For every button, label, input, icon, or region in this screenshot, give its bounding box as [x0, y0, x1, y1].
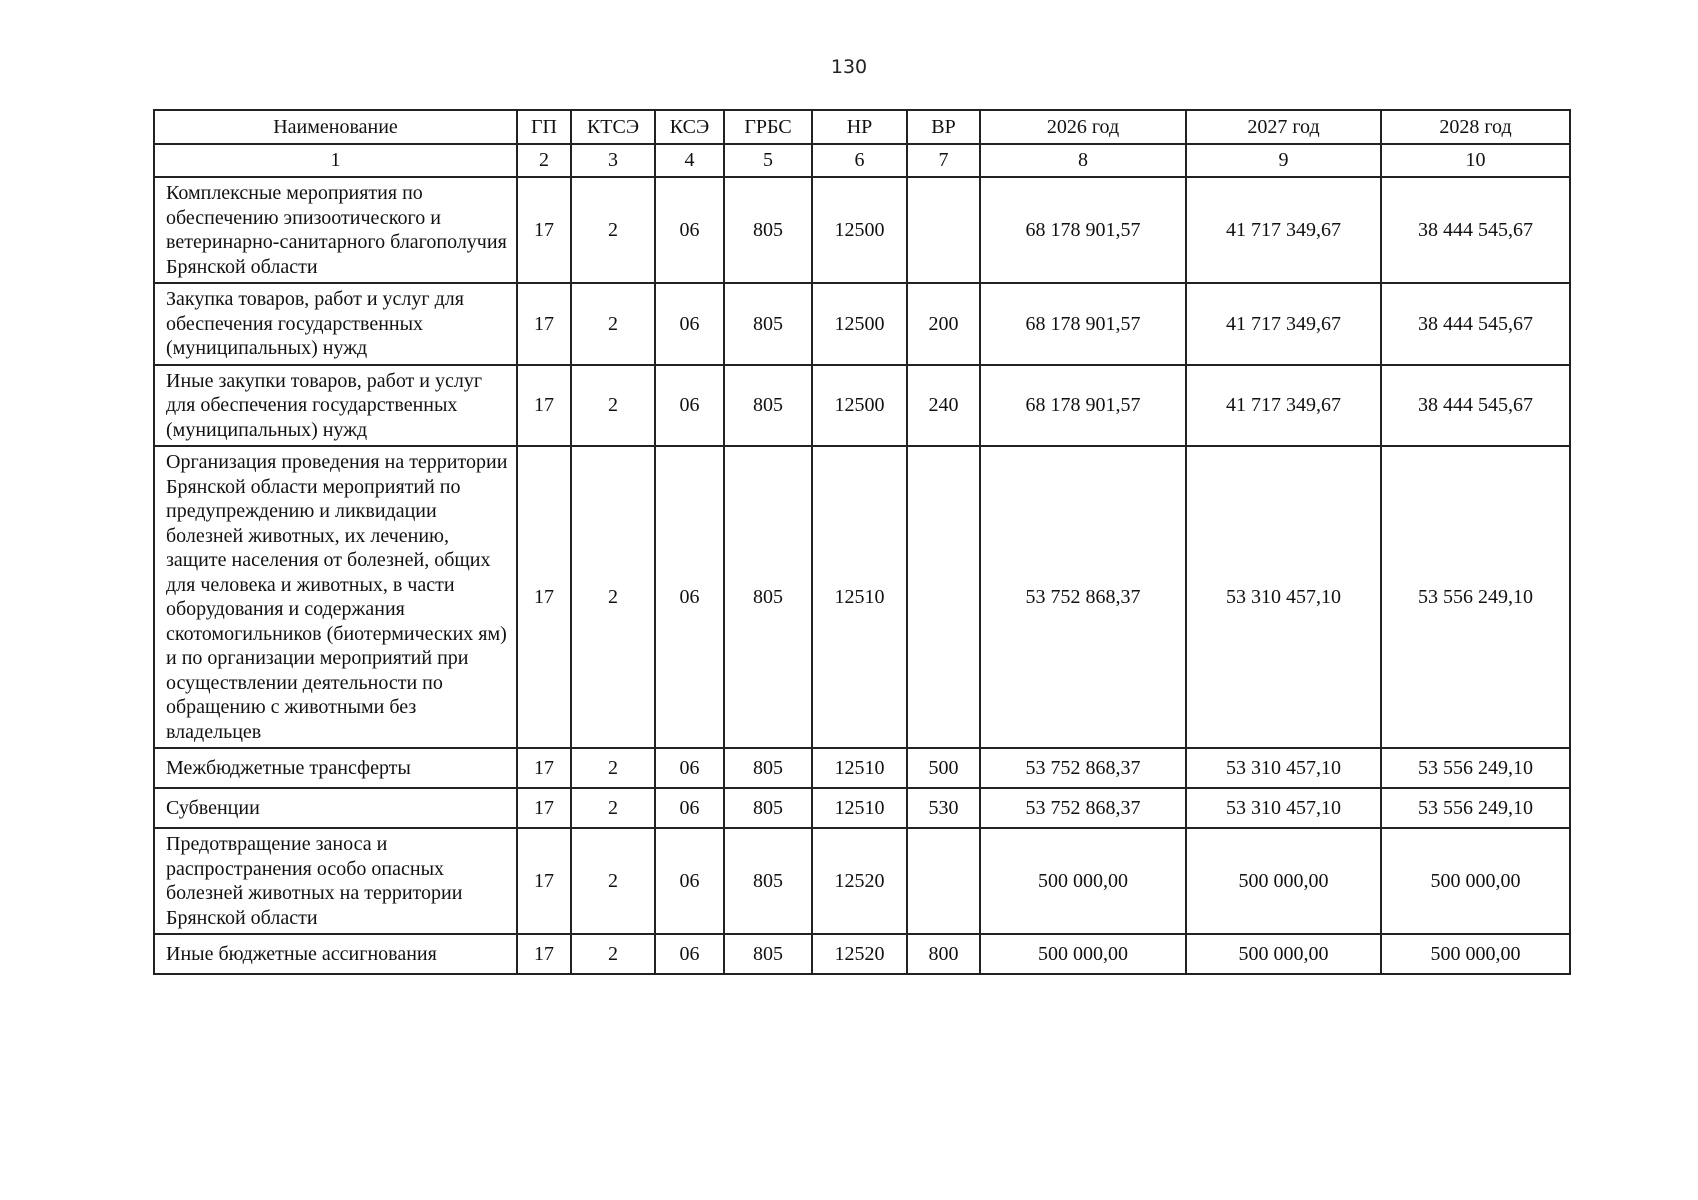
column-number: 5	[724, 144, 812, 177]
cell-vr: 530	[907, 788, 980, 828]
cell-kse: 06	[655, 365, 724, 447]
header-vr: ВР	[907, 110, 980, 144]
cell-ktse: 2	[571, 365, 655, 447]
cell-2027: 41 717 349,67	[1186, 177, 1381, 283]
header-row	[154, 110, 1570, 144]
table-row	[154, 365, 1570, 447]
cell-ktse: 2	[571, 828, 655, 934]
row-name: Комплексные мероприятия по обеспечению эпизоотического и ветеринарно-санитарного благополучия Брянской области	[154, 177, 517, 283]
cell-nr: 12500	[812, 177, 907, 283]
cell-2027: 53 310 457,10	[1186, 748, 1381, 788]
cell-kse: 06	[655, 283, 724, 365]
cell-ktse: 2	[571, 283, 655, 365]
cell-vr	[907, 828, 980, 934]
column-number: 8	[980, 144, 1186, 177]
header-2027: 2027 год	[1186, 110, 1381, 144]
cell-grbs: 805	[724, 177, 812, 283]
cell-ktse: 2	[571, 788, 655, 828]
cell-grbs: 805	[724, 748, 812, 788]
cell-2026: 500 000,00	[980, 934, 1186, 974]
cell-kse: 06	[655, 788, 724, 828]
cell-ktse: 2	[571, 748, 655, 788]
cell-2028: 38 444 545,67	[1381, 365, 1570, 447]
row-name: Закупка товаров, работ и услуг для обеспечения государственных (муниципальных) нужд	[154, 283, 517, 365]
row-name: Предотвращение заноса и распространения особо опасных болезней животных на территории Брянской области	[154, 828, 517, 934]
column-number: 7	[907, 144, 980, 177]
table-row	[154, 446, 1570, 748]
cell-2026: 68 178 901,57	[980, 365, 1186, 447]
cell-vr: 200	[907, 283, 980, 365]
budget-table	[153, 109, 1571, 975]
header-grbs: ГРБС	[724, 110, 812, 144]
table-row	[154, 177, 1570, 283]
column-number: 9	[1186, 144, 1381, 177]
cell-nr: 12520	[812, 828, 907, 934]
cell-gp: 17	[517, 283, 571, 365]
cell-vr	[907, 177, 980, 283]
header-nr: НР	[812, 110, 907, 144]
header-2028: 2028 год	[1381, 110, 1570, 144]
cell-gp: 17	[517, 177, 571, 283]
cell-nr: 12510	[812, 748, 907, 788]
cell-gp: 17	[517, 748, 571, 788]
row-name: Организация проведения на территории Брянской области мероприятий по предупреждению и ликвидации болезней животных, их лечению, защите населения от болезней, общих для человека и животных, в части оборудования и содержания скотомогильников (биотермических ям) и по организации мероприятий при осуществлении деятельности по обращению с животными без владельцев	[154, 446, 517, 748]
column-number: 1	[154, 144, 517, 177]
header-2026: 2026 год	[980, 110, 1186, 144]
cell-ktse: 2	[571, 177, 655, 283]
cell-gp: 17	[517, 788, 571, 828]
cell-gp: 17	[517, 828, 571, 934]
cell-2028: 38 444 545,67	[1381, 283, 1570, 365]
cell-gp: 17	[517, 365, 571, 447]
cell-2026: 68 178 901,57	[980, 177, 1186, 283]
cell-vr: 240	[907, 365, 980, 447]
column-number-row	[154, 144, 1570, 177]
column-number: 4	[655, 144, 724, 177]
cell-2027: 53 310 457,10	[1186, 788, 1381, 828]
row-name: Иные бюджетные ассигнования	[154, 934, 517, 974]
cell-2028: 53 556 249,10	[1381, 446, 1570, 748]
header-ktse: КТСЭ	[571, 110, 655, 144]
cell-2027: 500 000,00	[1186, 934, 1381, 974]
cell-grbs: 805	[724, 365, 812, 447]
cell-nr: 12510	[812, 446, 907, 748]
table-row	[154, 788, 1570, 828]
row-name: Субвенции	[154, 788, 517, 828]
cell-2026: 500 000,00	[980, 828, 1186, 934]
cell-ktse: 2	[571, 934, 655, 974]
cell-2027: 41 717 349,67	[1186, 283, 1381, 365]
column-number: 2	[517, 144, 571, 177]
cell-kse: 06	[655, 446, 724, 748]
cell-gp: 17	[517, 934, 571, 974]
table-row	[154, 283, 1570, 365]
column-number: 3	[571, 144, 655, 177]
cell-kse: 06	[655, 828, 724, 934]
cell-vr: 500	[907, 748, 980, 788]
cell-2026: 68 178 901,57	[980, 283, 1186, 365]
header-kse: КСЭ	[655, 110, 724, 144]
cell-2028: 38 444 545,67	[1381, 177, 1570, 283]
cell-2028: 500 000,00	[1381, 934, 1570, 974]
cell-grbs: 805	[724, 828, 812, 934]
cell-2026: 53 752 868,37	[980, 748, 1186, 788]
cell-grbs: 805	[724, 283, 812, 365]
cell-2028: 500 000,00	[1381, 828, 1570, 934]
cell-nr: 12510	[812, 788, 907, 828]
table-row	[154, 934, 1570, 974]
page-number: 130	[830, 56, 868, 78]
cell-vr	[907, 446, 980, 748]
cell-nr: 12500	[812, 365, 907, 447]
cell-kse: 06	[655, 177, 724, 283]
cell-grbs: 805	[724, 934, 812, 974]
cell-gp: 17	[517, 446, 571, 748]
column-number: 10	[1381, 144, 1570, 177]
column-number: 6	[812, 144, 907, 177]
cell-nr: 12500	[812, 283, 907, 365]
table-row	[154, 748, 1570, 788]
cell-kse: 06	[655, 934, 724, 974]
cell-2026: 53 752 868,37	[980, 788, 1186, 828]
cell-grbs: 805	[724, 788, 812, 828]
cell-2027: 500 000,00	[1186, 828, 1381, 934]
row-name: Иные закупки товаров, работ и услуг для обеспечения государственных (муниципальных) нужд	[154, 365, 517, 447]
cell-2027: 53 310 457,10	[1186, 446, 1381, 748]
row-name: Межбюджетные трансферты	[154, 748, 517, 788]
cell-kse: 06	[655, 748, 724, 788]
table-row	[154, 828, 1570, 934]
cell-2026: 53 752 868,37	[980, 446, 1186, 748]
header-name: Наименование	[154, 110, 517, 144]
cell-nr: 12520	[812, 934, 907, 974]
cell-ktse: 2	[571, 446, 655, 748]
cell-2027: 41 717 349,67	[1186, 365, 1381, 447]
cell-2028: 53 556 249,10	[1381, 788, 1570, 828]
cell-grbs: 805	[724, 446, 812, 748]
cell-vr: 800	[907, 934, 980, 974]
header-gp: ГП	[517, 110, 571, 144]
cell-2028: 53 556 249,10	[1381, 748, 1570, 788]
